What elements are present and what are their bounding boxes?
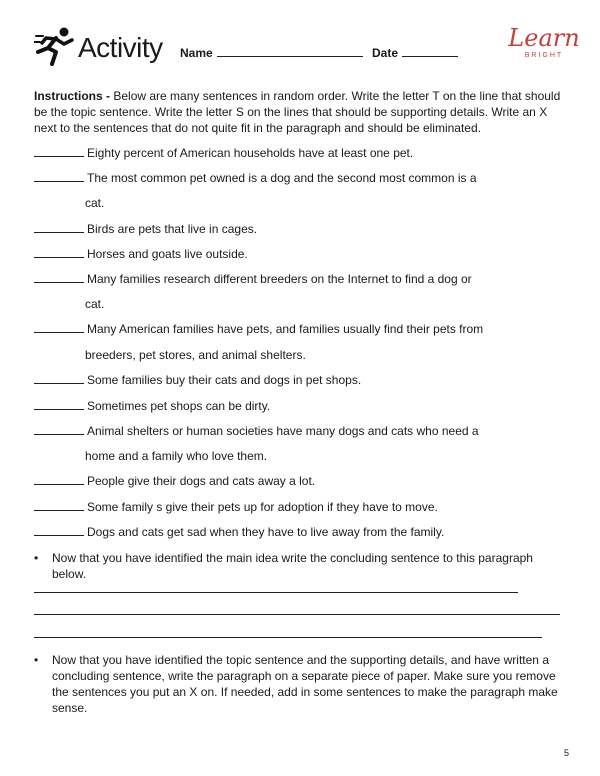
answer-blank[interactable] <box>34 146 84 157</box>
sentence-item <box>34 272 472 286</box>
answer-blank[interactable] <box>34 500 84 511</box>
writing-line[interactable] <box>34 614 560 615</box>
bullet-dot: • <box>34 551 39 565</box>
bullet-item <box>34 550 574 581</box>
answer-blank[interactable] <box>34 474 84 485</box>
instructions-text: Below are many sentences in random order. Write the letter T on the line that should be the topic sentence. Write the letter S on the lines that should be supporting details. Write an X next to the sentences that do not quite fit in the paragraph and should be eliminated. <box>34 89 561 135</box>
sentence-item <box>34 500 438 514</box>
answer-blank[interactable] <box>34 525 84 536</box>
sentence-item <box>34 424 479 438</box>
sentence-text: Sometimes pet shops can be dirty. <box>87 399 271 413</box>
sentence-text: Some families buy their cats and dogs in pet shops. <box>87 373 362 387</box>
sentence-continuation: home and a family who love them. <box>85 449 268 463</box>
sentence-item <box>34 171 477 185</box>
answer-blank[interactable] <box>34 322 84 333</box>
date-line[interactable] <box>402 46 458 57</box>
worksheet-header <box>20 20 580 70</box>
sentence-continuation: cat. <box>85 297 105 311</box>
sentence-text: Many American families have pets, and families usually find their pets from <box>87 322 484 336</box>
instructions-lead: Instructions - <box>34 89 111 103</box>
answer-blank[interactable] <box>34 171 84 182</box>
sentence-item <box>34 399 270 413</box>
activity-title: Activity <box>78 32 163 63</box>
answer-blank[interactable] <box>34 399 84 410</box>
page-number: 5 <box>564 748 570 758</box>
sentence-text: The most common pet owned is a dog and the second most common is a <box>87 171 477 185</box>
instructions <box>34 88 564 136</box>
date-field[interactable] <box>372 46 458 60</box>
writing-line[interactable] <box>34 637 542 638</box>
sentence-text: Horses and goats live outside. <box>87 247 248 261</box>
date-label: Date <box>372 46 399 60</box>
sentence-text: People give their dogs and cats away a lot. <box>87 474 316 488</box>
answer-blank[interactable] <box>34 424 84 435</box>
bullet-item <box>34 652 574 716</box>
bullet-text: Now that you have identified the main idea write the concluding sentence to this paragraph below. <box>52 551 533 581</box>
sentence-text: Some family s give their pets up for adoption if they have to move. <box>87 500 438 514</box>
name-line[interactable] <box>217 46 363 57</box>
answer-blank[interactable] <box>34 272 84 283</box>
learn-bright-logo <box>508 26 580 76</box>
sentence-item <box>34 222 257 236</box>
running-person-icon <box>34 26 76 66</box>
answer-blank[interactable] <box>34 247 84 258</box>
sentence-text: Eighty percent of American households have at least one pet. <box>87 146 414 160</box>
sentence-text: Animal shelters or human societies have many dogs and cats who need a <box>87 424 479 438</box>
logo-word: Learn <box>508 24 580 52</box>
sentence-item <box>34 525 444 539</box>
name-field[interactable] <box>180 46 363 60</box>
sentence-continuation: breeders, pet stores, and animal shelters. <box>85 348 306 362</box>
sentence-item <box>34 474 315 488</box>
answer-blank[interactable] <box>34 222 84 233</box>
logo-sub: BRIGHT <box>524 52 564 59</box>
writing-line[interactable] <box>34 592 518 593</box>
answer-blank[interactable] <box>34 373 84 384</box>
sentence-item <box>34 373 361 387</box>
sentence-text: Many families research different breeders on the Internet to find a dog or <box>87 272 472 286</box>
name-label: Name <box>180 46 213 60</box>
bullet-dot: • <box>34 653 39 667</box>
sentence-item <box>34 146 413 160</box>
sentence-item <box>34 322 483 336</box>
sentence-continuation: cat. <box>85 196 105 210</box>
sentence-text: Birds are pets that live in cages. <box>87 222 258 236</box>
sentence-item <box>34 247 248 261</box>
bullet-text: Now that you have identified the topic sentence and the supporting details, and have written a concluding sentence, write the paragraph on a separate piece of paper. Make sure you remove the sentences you put an X on. If needed, add in some sentences to make the paragraph make sense. <box>52 653 558 715</box>
sentence-text: Dogs and cats get sad when they have to live away from the family. <box>87 525 445 539</box>
